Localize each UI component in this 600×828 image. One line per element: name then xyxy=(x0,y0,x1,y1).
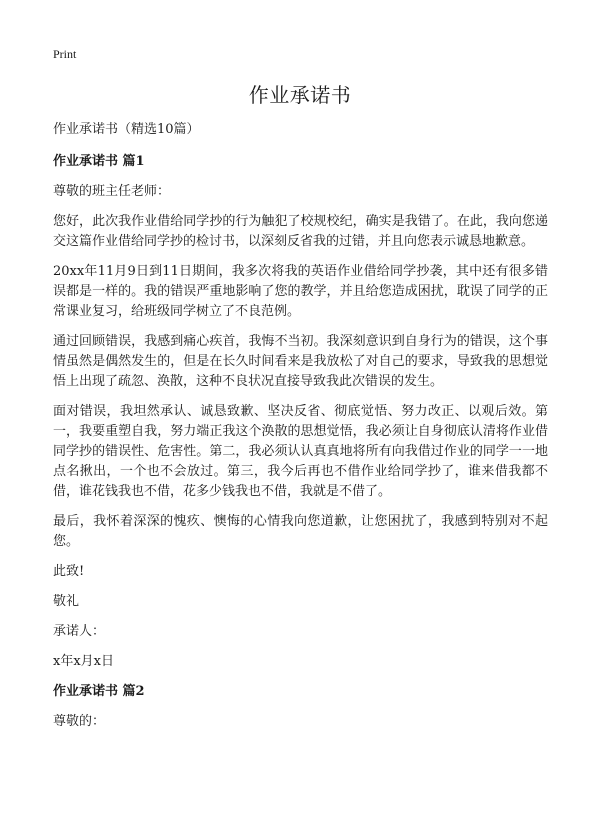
document-subtitle: 作业承诺书（精选10篇） xyxy=(53,122,200,137)
paragraph-1: 您好，此次我作业借给同学抄的行为触犯了校规校纪，确实是我错了。在此，我向您递交这篇作业借给同学抄的检讨书，以深刻反省我的过错，并且向您表示诚恳地歉意。 xyxy=(53,214,548,249)
date-line: x年x月x日 xyxy=(53,654,114,669)
signer-line: 承诺人： xyxy=(53,624,106,639)
paragraph-2: 20xx年11月9日到11日期间，我多次将我的英语作业借给同学抄袭，其中还有很多错误都是一样的。我的错误严重地影响了您的教学，并且给您造成困扰，耽误了同学的正常课业复习，给班级同学树立了不良范例。 xyxy=(53,264,548,319)
print-label: Print xyxy=(53,47,77,61)
salutation-2: 尊敬的： xyxy=(53,714,106,729)
document-body xyxy=(53,120,548,742)
paragraph-4: 面对错误，我坦然承认、诚恳致歉、坚决反省、彻底觉悟、努力改正、以观后效。第一，我要重塑自我，努力端正我这个涣散的思想觉悟，我必须让自身彻底认清将作业借同学抄的错误性、危害性。第二，我必须认认真真地将所有向我借过作业的同学一一地点名揪出，一个也不会放过。第三，我今后再也不借作业给同学抄了，谁来借我都不借，谁花钱我也不借，花多少钱我也不借，我就是不借了。 xyxy=(53,404,548,499)
paragraph-3: 通过回顾错误，我感到痛心疾首，我悔不当初。我深刻意识到自身行为的错误，这个事情虽然是偶然发生的，但是在长久时间看来是我放松了对自己的要求，导致我的思想觉悟上出现了疏忽、涣散，这种不良状况直接导致我此次错误的发生。 xyxy=(53,334,548,389)
document-title: 作业承诺书 xyxy=(248,83,352,107)
paragraph-5: 最后，我怀着深深的愧疚、懊悔的心情我向您道歉，让您困扰了，我感到特别对不起您。 xyxy=(53,514,548,549)
regards-line: 敬礼 xyxy=(53,594,80,609)
section-heading-1: 作业承诺书 篇1 xyxy=(53,154,145,169)
section-heading-2: 作业承诺书 篇2 xyxy=(53,684,145,699)
closing-line: 此致! xyxy=(53,564,85,579)
salutation: 尊敬的班主任老师： xyxy=(53,184,171,199)
